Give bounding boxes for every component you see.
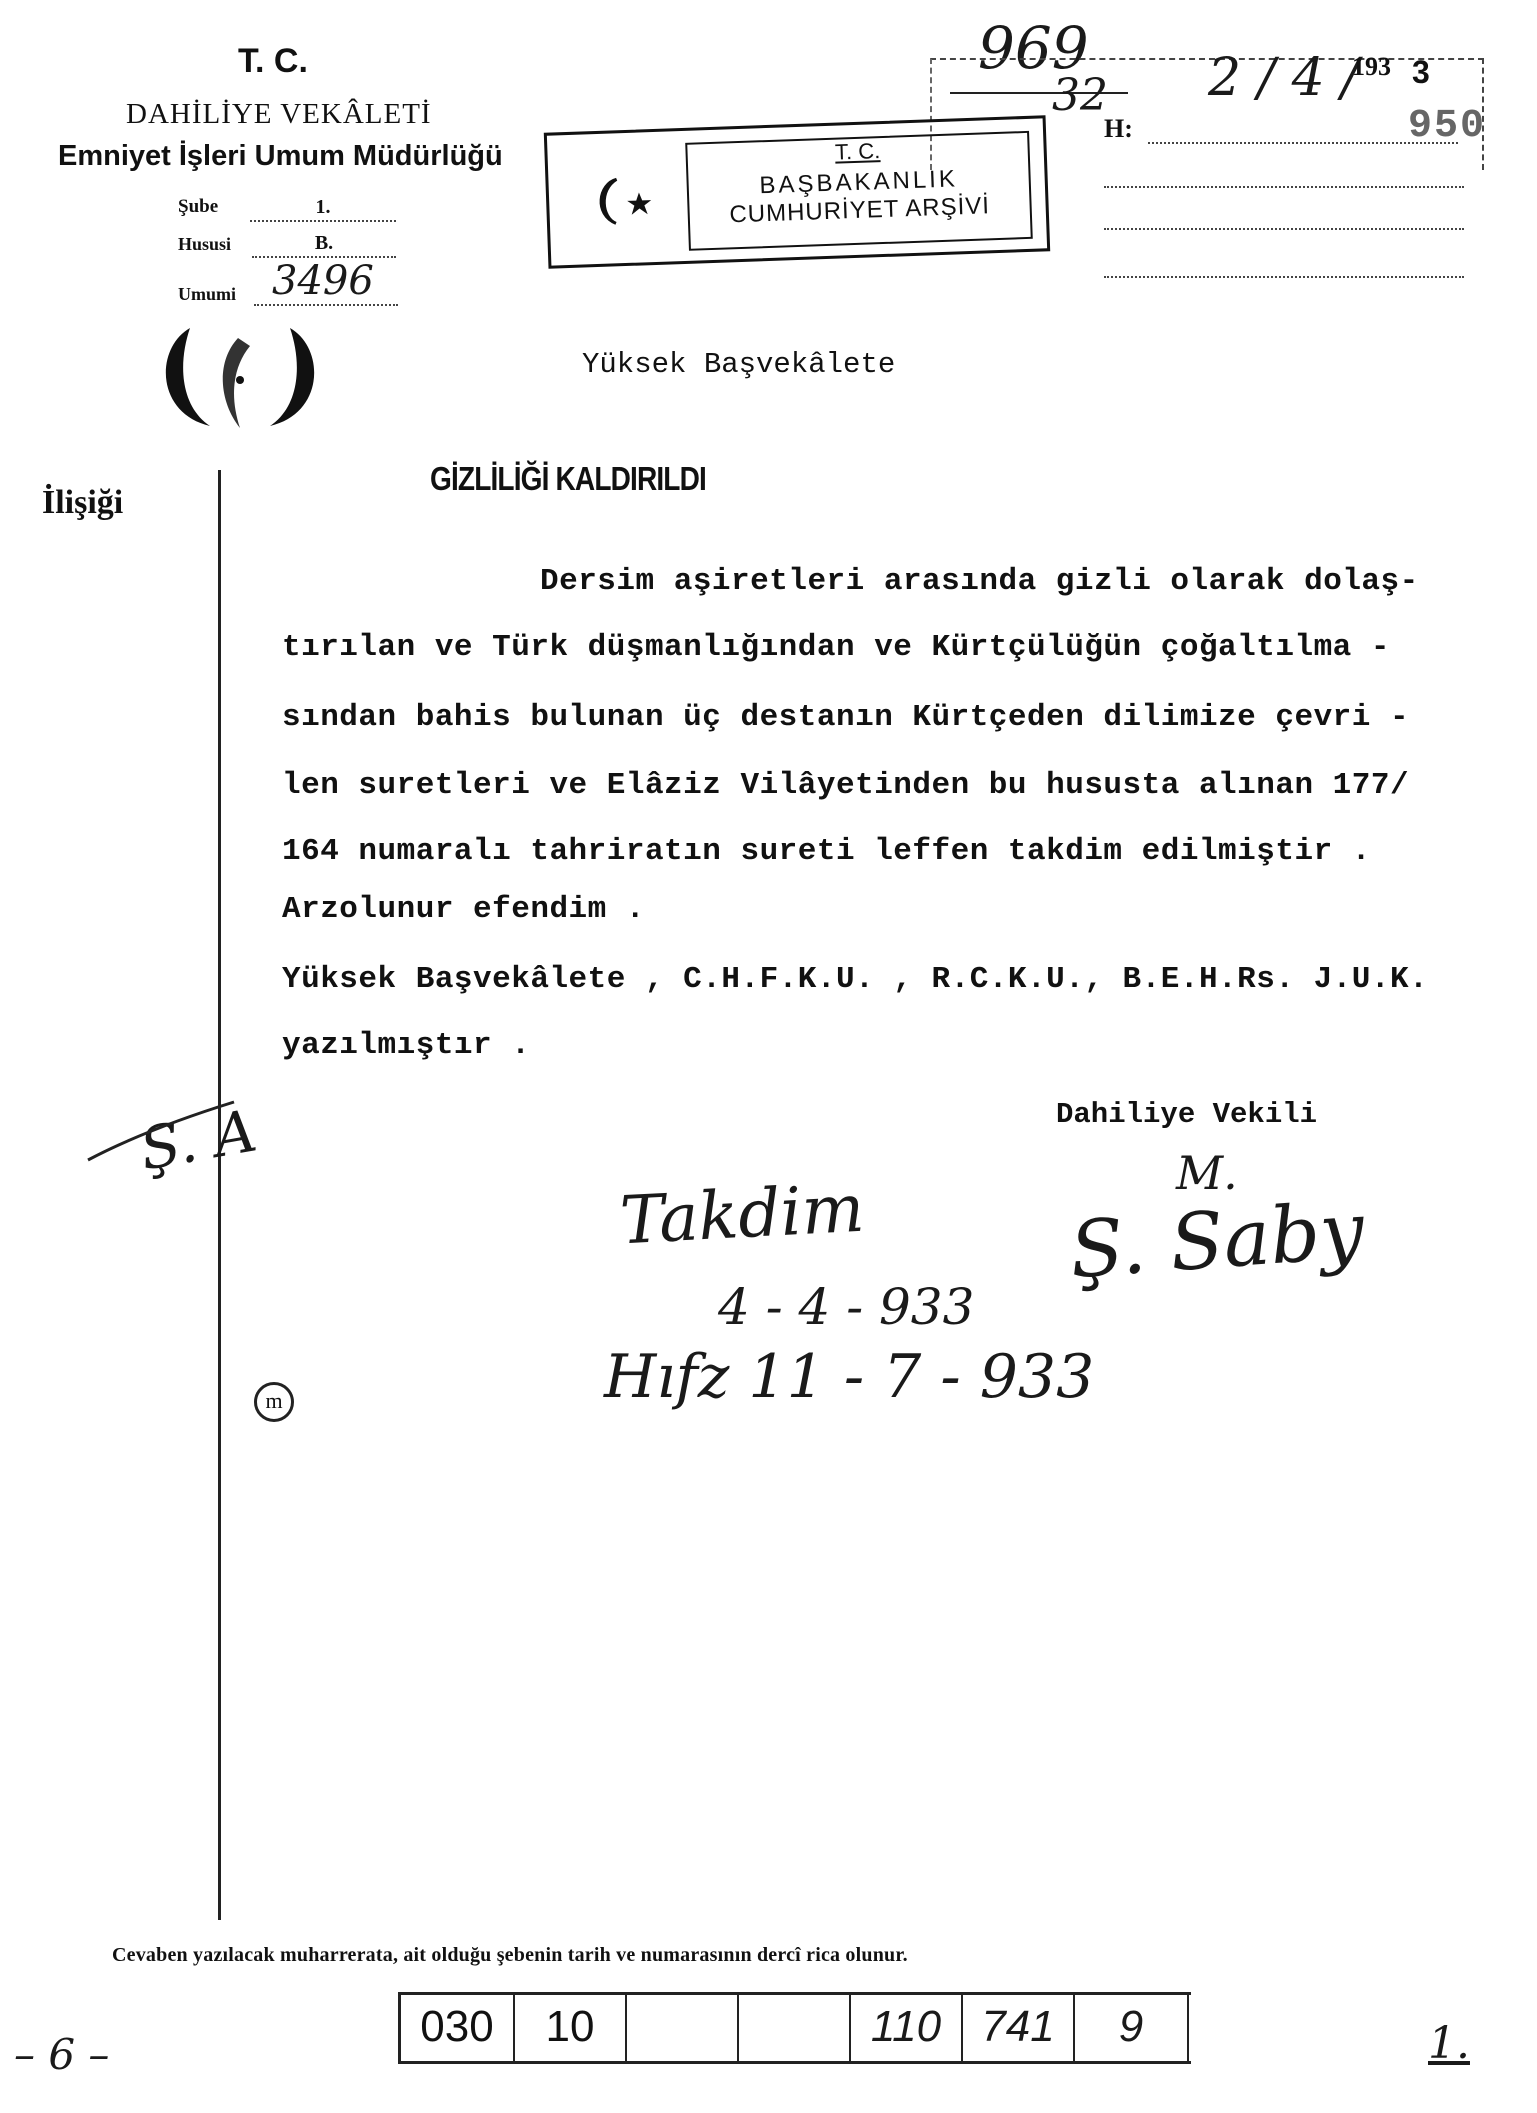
umumi-field <box>254 258 398 306</box>
ref-cell <box>739 1995 851 2061</box>
crescent-emblem-icon <box>150 318 330 436</box>
signature-name: Ş. Saby <box>1067 1185 1367 1297</box>
archive-stamp-inner <box>685 131 1033 251</box>
signature-initial: M. <box>1176 1146 1238 1200</box>
signature-title: Dahiliye Vekili <box>1056 1098 1318 1131</box>
body-line: yazılmıştır . <box>282 1028 531 1063</box>
crescent-star-icon <box>586 172 668 231</box>
date-hw: 2 / 4 / <box>1208 48 1359 108</box>
archive-stamp <box>544 115 1050 268</box>
note-takdim: Takdim <box>618 1169 867 1260</box>
archive-stamp-line3: CUMHURİYET ARŞİVİ <box>728 192 991 229</box>
margin-initials: Ş. A <box>134 1096 262 1184</box>
registry-dotline-1 <box>1104 186 1464 188</box>
page-mark: – 6 – <box>14 2030 110 2079</box>
umumi-label: Umumi <box>178 284 236 304</box>
body-line: Arzolunur efendim . <box>282 892 645 927</box>
circle-mark <box>254 1382 294 1422</box>
body-line: Yüksek Başvekâlete , C.H.F.K.U. , R.C.K.U., B.E.H.Rs. J.U.K. <box>282 962 1429 997</box>
letterhead-tc: T. C. <box>238 42 308 80</box>
page-number: 1. <box>1428 2018 1470 2069</box>
circle-mark-letter: m <box>265 1388 283 1413</box>
addressee: Yüksek Başvekâlete <box>582 348 896 381</box>
declassified-stamp: GİZLİLİĞİ KALDIRILDI <box>430 460 706 497</box>
note-date-1: 4 - 4 - 933 <box>718 1278 975 1336</box>
archive-stamp-line2: BAŞBAKANLIK <box>759 165 959 200</box>
registry-number-hw: 969 <box>978 14 1089 82</box>
ref-cell <box>627 1995 739 2061</box>
sube-label: Şube <box>178 196 219 217</box>
margin-stroke <box>86 1100 236 1170</box>
h-label: H: <box>1104 114 1133 143</box>
umumi-value: 3496 <box>272 258 374 304</box>
registry-sub-hw: 32 <box>1052 70 1108 121</box>
sube-value: 1. <box>315 196 331 218</box>
ref-cell: 030 <box>401 1995 515 2061</box>
hususi-field <box>252 232 396 258</box>
ref-cell: 10 <box>515 1995 627 2061</box>
body-line: Dersim aşiretleri arasında gizli olarak dolaş- <box>540 564 1419 599</box>
body-line: 164 numaralı tahriratın sureti leffen takdim edilmiştir . <box>282 834 1371 869</box>
body-line: len suretleri ve Elâziz Vilâyetinden bu hususta alınan 177/ <box>282 768 1410 803</box>
archive-stamp-line1: T. C. <box>834 138 881 165</box>
stamp-number: 950 <box>1408 104 1487 149</box>
ref-cell: 741 <box>963 1995 1075 2061</box>
margin-rule <box>218 470 221 1920</box>
letterhead-ministry: DAHİLİYE VEKÂLETİ <box>126 98 432 130</box>
ref-cell: 110 <box>851 1995 963 2061</box>
body-line: tırılan ve Türk düşmanlığından ve Kürtçülüğün çoğaltılma - <box>282 630 1390 665</box>
ref-cell: 9 <box>1075 1995 1189 2061</box>
year-digit: 3 <box>1412 54 1430 90</box>
ilisigi-label: İlişiği <box>42 484 124 521</box>
year-printed: 193 <box>1352 52 1391 81</box>
reference-box <box>398 1992 1191 2064</box>
registry-dotline-2 <box>1104 228 1464 230</box>
letterhead-directorate: Emniyet İşleri Umum Müdürlüğü <box>58 140 503 172</box>
sube-field <box>250 196 396 222</box>
footer-notice: Cevaben yazılacak muharrerata, ait olduğu şebenin tarih ve numarasının dercî rica olunur. <box>112 1944 908 1966</box>
body-line: sından bahis bulunan üç destanın Kürtçeden dilimize çevri - <box>282 700 1410 735</box>
hususi-value: B. <box>314 232 334 254</box>
registry-dotline-3 <box>1104 276 1464 278</box>
note-hifz: Hıfz 11 - 7 - 933 <box>604 1342 1095 1412</box>
hususi-label: Hususi <box>178 234 232 254</box>
